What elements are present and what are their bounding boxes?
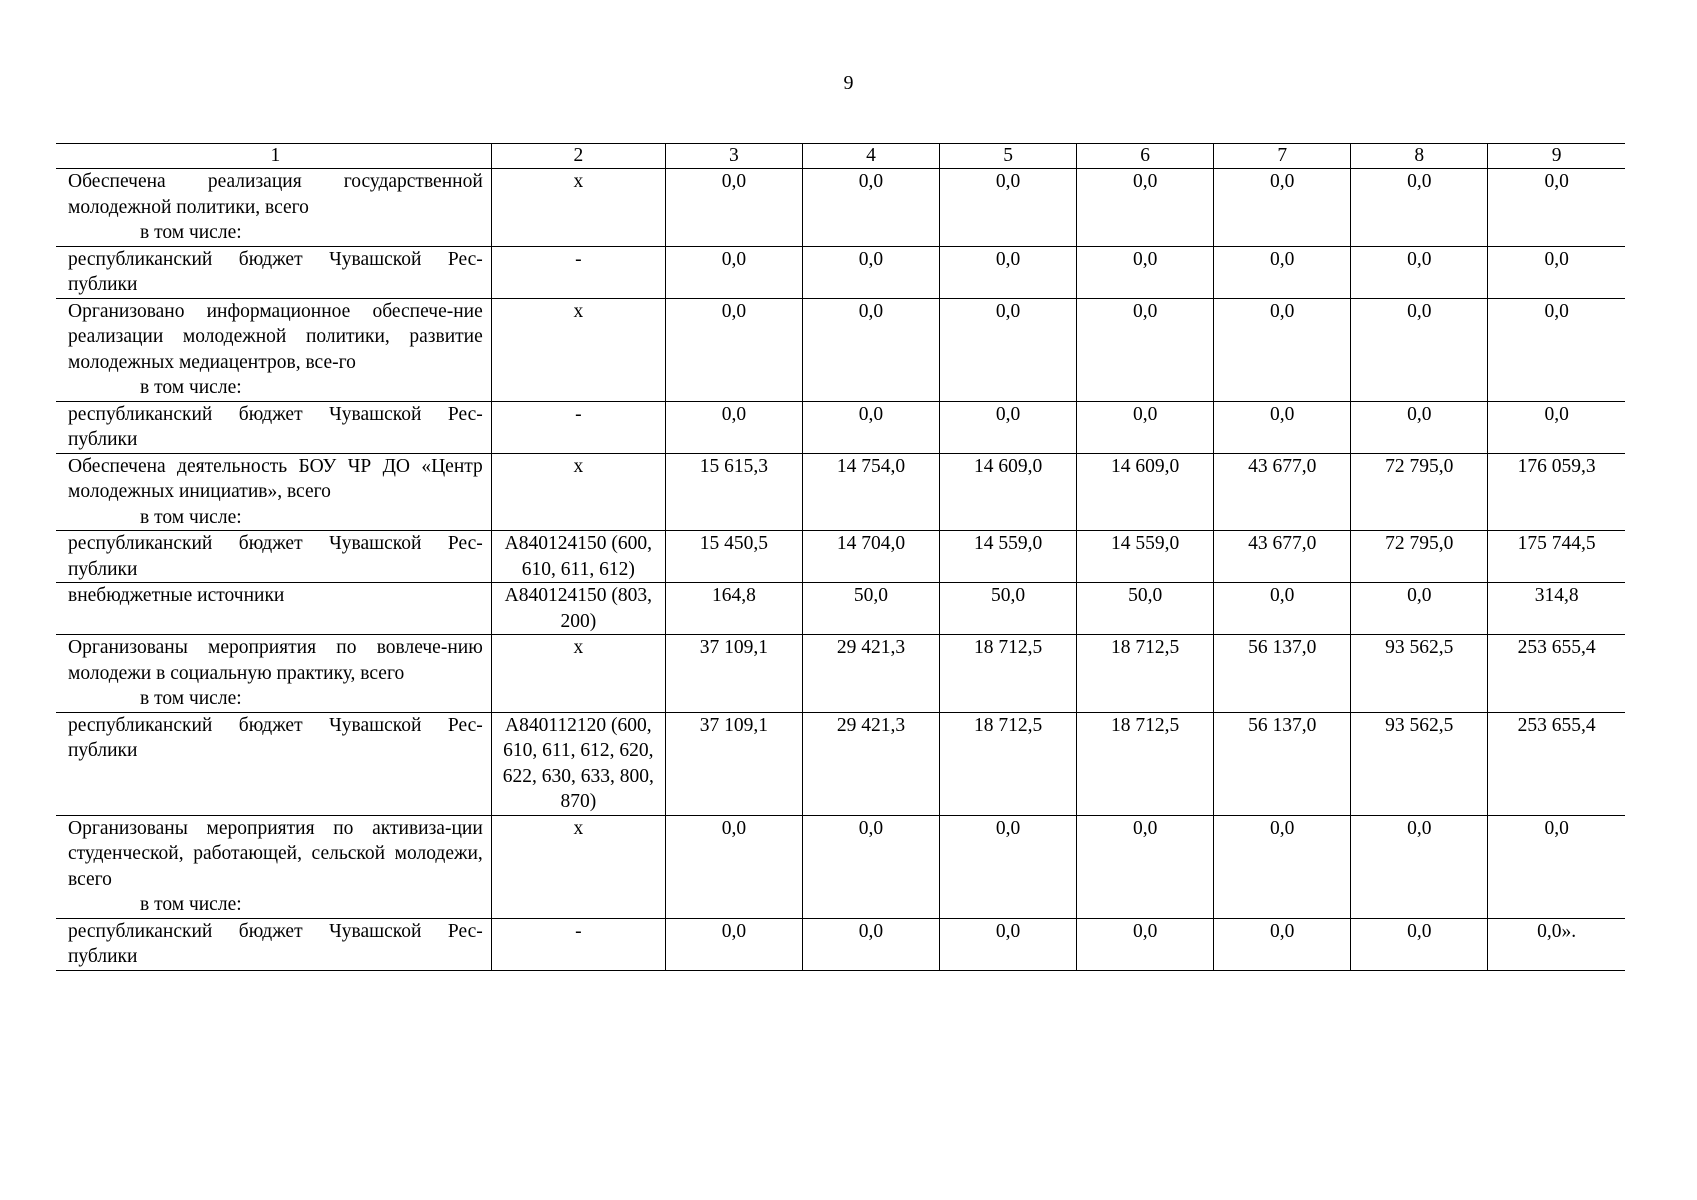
value-cell-col-6: 18 712,5 xyxy=(1077,712,1214,815)
budget-code-cell: - xyxy=(491,246,665,298)
value-cell-col-5: 0,0 xyxy=(940,169,1077,247)
budget-code-cell: - xyxy=(491,401,665,453)
value-cell-col-9: 253 655,4 xyxy=(1488,712,1625,815)
value-cell-col-8: 0,0 xyxy=(1351,246,1488,298)
row-subtitle: в том числе: xyxy=(140,222,242,243)
value-cell-col-6: 50,0 xyxy=(1077,583,1214,635)
value-cell-col-5: 18 712,5 xyxy=(940,712,1077,815)
row-subtitle: в том числе: xyxy=(140,377,242,398)
column-header-6: 6 xyxy=(1077,144,1214,169)
value-cell-col-5: 14 609,0 xyxy=(940,453,1077,531)
value-cell-col-4: 29 421,3 xyxy=(802,635,939,713)
value-cell-col-3: 15 450,5 xyxy=(665,531,802,583)
value-cell-col-7: 56 137,0 xyxy=(1214,712,1351,815)
value-cell-col-9: 0,0 xyxy=(1488,401,1625,453)
budget-code-cell: - xyxy=(491,918,665,970)
row-name-text: Организованы мероприятия по вовлече-нию молодежи в социальную практику, всего xyxy=(68,637,483,684)
row-name-text: республиканский бюджет Чувашской Рес-публики xyxy=(68,714,483,761)
value-cell-col-4: 0,0 xyxy=(802,815,939,918)
table-row xyxy=(56,401,1625,453)
value-cell-col-3: 0,0 xyxy=(665,401,802,453)
budget-code-cell: x xyxy=(491,453,665,531)
row-name-text: Обеспечена деятельность БОУ ЧР ДО «Центр молодежных инициатив», всего xyxy=(68,455,483,502)
value-cell-col-9: 0,0 xyxy=(1488,246,1625,298)
value-cell-col-3: 0,0 xyxy=(665,298,802,401)
row-name-cell xyxy=(56,583,491,635)
value-cell-col-6: 14 559,0 xyxy=(1077,531,1214,583)
value-cell-col-6: 0,0 xyxy=(1077,815,1214,918)
table-row xyxy=(56,246,1625,298)
table-row xyxy=(56,635,1625,713)
row-name-text: республиканский бюджет Чувашской Рес-публики xyxy=(68,533,483,580)
row-name-cell xyxy=(56,635,491,713)
value-cell-col-3: 15 615,3 xyxy=(665,453,802,531)
value-cell-col-7: 0,0 xyxy=(1214,918,1351,970)
budget-code-cell: A840112120 (600, 610, 611, 612, 620, 622, 630, 633, 800, 870) xyxy=(491,712,665,815)
table-row xyxy=(56,169,1625,247)
value-cell-col-7: 56 137,0 xyxy=(1214,635,1351,713)
value-cell-col-8: 0,0 xyxy=(1351,918,1488,970)
table-row xyxy=(56,298,1625,401)
value-cell-col-9: 176 059,3 xyxy=(1488,453,1625,531)
table-header xyxy=(56,144,1625,169)
value-cell-col-4: 0,0 xyxy=(802,918,939,970)
row-name-cell xyxy=(56,531,491,583)
value-cell-col-8: 93 562,5 xyxy=(1351,635,1488,713)
row-name-text: внебюджетные источники xyxy=(68,585,285,606)
budget-code-cell: x xyxy=(491,169,665,247)
value-cell-col-8: 0,0 xyxy=(1351,815,1488,918)
value-cell-col-8: 0,0 xyxy=(1351,401,1488,453)
column-header-7: 7 xyxy=(1214,144,1351,169)
value-cell-col-5: 14 559,0 xyxy=(940,531,1077,583)
value-cell-col-4: 0,0 xyxy=(802,298,939,401)
row-name-text: республиканский бюджет Чувашской Рес-публики xyxy=(68,248,483,295)
value-cell-col-8: 72 795,0 xyxy=(1351,453,1488,531)
value-cell-col-5: 0,0 xyxy=(940,401,1077,453)
value-cell-col-4: 50,0 xyxy=(802,583,939,635)
row-subtitle: в том числе: xyxy=(140,688,242,709)
row-name-text: Организованы мероприятия по активиза-ции студенческой, работающей, сельской молодежи, всего xyxy=(68,817,483,890)
value-cell-col-6: 0,0 xyxy=(1077,918,1214,970)
row-name-cell xyxy=(56,298,491,401)
budget-table xyxy=(56,143,1625,971)
value-cell-col-6: 0,0 xyxy=(1077,298,1214,401)
value-cell-col-3: 0,0 xyxy=(665,246,802,298)
value-cell-col-9: 0,0 xyxy=(1488,815,1625,918)
row-name-cell xyxy=(56,453,491,531)
value-cell-col-3: 0,0 xyxy=(665,169,802,247)
value-cell-col-9: 0,0». xyxy=(1488,918,1625,970)
row-name-text: республиканский бюджет Чувашской Рес-публики xyxy=(68,403,483,450)
row-name-text: Организовано информационное обеспече-ние реализации молодежной политики, развитие молодежных медиацентров, все-го xyxy=(68,300,483,373)
value-cell-col-7: 0,0 xyxy=(1214,401,1351,453)
value-cell-col-5: 18 712,5 xyxy=(940,635,1077,713)
row-name-cell xyxy=(56,169,491,247)
budget-code-cell: x xyxy=(491,635,665,713)
budget-code-cell: x xyxy=(491,298,665,401)
value-cell-col-6: 14 609,0 xyxy=(1077,453,1214,531)
value-cell-col-5: 0,0 xyxy=(940,918,1077,970)
value-cell-col-6: 0,0 xyxy=(1077,401,1214,453)
value-cell-col-8: 0,0 xyxy=(1351,169,1488,247)
table-row xyxy=(56,453,1625,531)
row-name-cell xyxy=(56,815,491,918)
value-cell-col-7: 0,0 xyxy=(1214,246,1351,298)
row-name-text: республиканский бюджет Чувашской Рес-публики xyxy=(68,920,483,967)
value-cell-col-7: 0,0 xyxy=(1214,298,1351,401)
value-cell-col-6: 0,0 xyxy=(1077,169,1214,247)
value-cell-col-9: 253 655,4 xyxy=(1488,635,1625,713)
value-cell-col-9: 175 744,5 xyxy=(1488,531,1625,583)
table-row xyxy=(56,712,1625,815)
value-cell-col-4: 29 421,3 xyxy=(802,712,939,815)
value-cell-col-4: 0,0 xyxy=(802,401,939,453)
budget-code-cell: A840124150 (803, 200) xyxy=(491,583,665,635)
value-cell-col-9: 314,8 xyxy=(1488,583,1625,635)
row-name-text: Обеспечена реализация государственной молодежной политики, всего xyxy=(68,171,483,218)
value-cell-col-4: 14 754,0 xyxy=(802,453,939,531)
value-cell-col-8: 72 795,0 xyxy=(1351,531,1488,583)
column-header-2: 2 xyxy=(491,144,665,169)
budget-code-cell: A840124150 (600, 610, 611, 612) xyxy=(491,531,665,583)
value-cell-col-5: 0,0 xyxy=(940,246,1077,298)
value-cell-col-7: 43 677,0 xyxy=(1214,453,1351,531)
budget-code-cell: x xyxy=(491,815,665,918)
table-row xyxy=(56,815,1625,918)
column-header-1: 1 xyxy=(56,144,491,169)
value-cell-col-5: 50,0 xyxy=(940,583,1077,635)
table-row xyxy=(56,918,1625,970)
row-name-cell xyxy=(56,712,491,815)
table-body xyxy=(56,169,1625,971)
value-cell-col-8: 0,0 xyxy=(1351,298,1488,401)
value-cell-col-4: 14 704,0 xyxy=(802,531,939,583)
value-cell-col-8: 93 562,5 xyxy=(1351,712,1488,815)
table-row xyxy=(56,531,1625,583)
column-header-8: 8 xyxy=(1351,144,1488,169)
value-cell-col-3: 37 109,1 xyxy=(665,712,802,815)
value-cell-col-3: 0,0 xyxy=(665,815,802,918)
value-cell-col-5: 0,0 xyxy=(940,815,1077,918)
value-cell-col-3: 164,8 xyxy=(665,583,802,635)
row-name-cell xyxy=(56,401,491,453)
row-subtitle: в том числе: xyxy=(140,894,242,915)
value-cell-col-5: 0,0 xyxy=(940,298,1077,401)
column-header-3: 3 xyxy=(665,144,802,169)
value-cell-col-7: 0,0 xyxy=(1214,815,1351,918)
value-cell-col-9: 0,0 xyxy=(1488,298,1625,401)
header-row xyxy=(56,144,1625,169)
value-cell-col-7: 0,0 xyxy=(1214,169,1351,247)
column-header-9: 9 xyxy=(1488,144,1625,169)
value-cell-col-3: 37 109,1 xyxy=(665,635,802,713)
value-cell-col-7: 43 677,0 xyxy=(1214,531,1351,583)
value-cell-col-6: 0,0 xyxy=(1077,246,1214,298)
value-cell-col-8: 0,0 xyxy=(1351,583,1488,635)
column-header-4: 4 xyxy=(802,144,939,169)
value-cell-col-7: 0,0 xyxy=(1214,583,1351,635)
column-header-5: 5 xyxy=(940,144,1077,169)
value-cell-col-3: 0,0 xyxy=(665,918,802,970)
value-cell-col-4: 0,0 xyxy=(802,169,939,247)
page-number: 9 xyxy=(843,72,854,94)
row-name-cell xyxy=(56,918,491,970)
row-name-cell xyxy=(56,246,491,298)
value-cell-col-9: 0,0 xyxy=(1488,169,1625,247)
table-row xyxy=(56,583,1625,635)
value-cell-col-6: 18 712,5 xyxy=(1077,635,1214,713)
row-subtitle: в том числе: xyxy=(140,506,242,528)
value-cell-col-4: 0,0 xyxy=(802,246,939,298)
